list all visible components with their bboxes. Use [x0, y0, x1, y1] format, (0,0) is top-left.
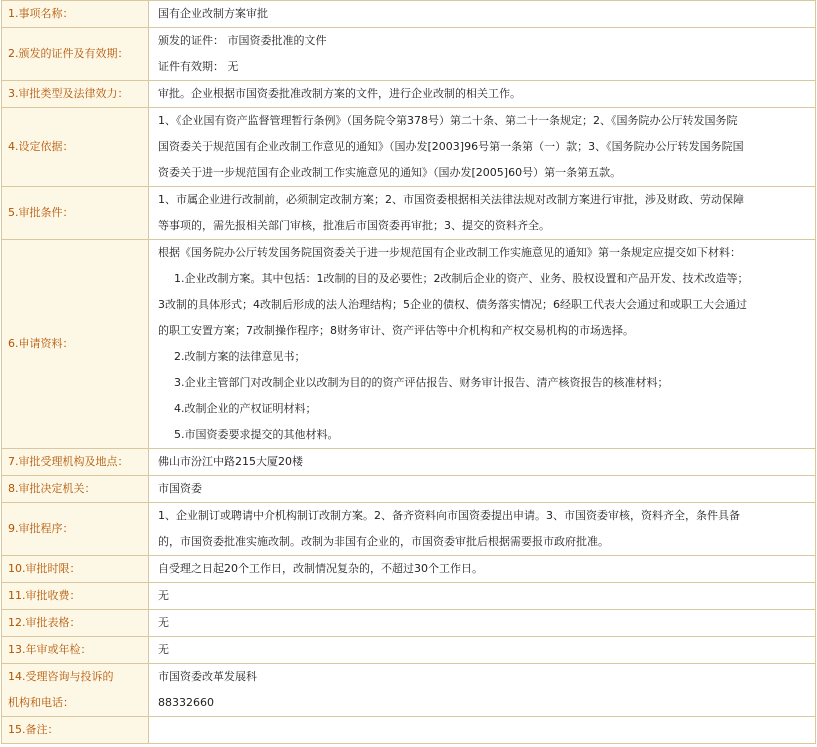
table-row [2, 717, 816, 744]
value-line: 1、市属企业进行改制前，必须制定改制方案；2、市国资委根据相关法律法规对改制方案进行审批，涉及财政、劳动保障 [158, 193, 744, 206]
value-line: 3.企业主管部门对改制企业以改制为目的的资产评估报告、财务审计报告、清产核资报告的核准材料； [174, 376, 669, 389]
row-value [149, 503, 816, 556]
row-label: 2.颁发的证件及有效期： [2, 28, 149, 81]
value-line: 国有企业改制方案审批 [158, 7, 268, 20]
value-line: 无 [158, 616, 169, 629]
table-row [2, 583, 816, 610]
table-row [2, 610, 816, 637]
table-row [2, 664, 816, 717]
row-label: 5.审批条件： [2, 187, 149, 240]
table-row [2, 449, 816, 476]
table-row [2, 28, 816, 81]
value-line [158, 717, 811, 743]
value-line: 无 [158, 643, 169, 656]
value-line: 1、企业制订或聘请中介机构制订改制方案。2、备齐资料向市国资委提出申请。3、市国资委审核，资料齐全，条件具备 [158, 509, 740, 522]
row-value [149, 637, 816, 664]
row-value [149, 187, 816, 240]
value-line: 市国资委改革发展科 [158, 670, 257, 683]
row-value [149, 664, 816, 717]
value-line: 1、《企业国有资产监督管理暂行条例》（国务院令第378号）第二十条、第二十一条规定；2、《国务院办公厅转发国务院 [158, 114, 738, 127]
row-label: 12.审批表格： [2, 610, 149, 637]
table-body [2, 1, 816, 744]
row-value [149, 449, 816, 476]
value-line: 4.改制企业的产权证明材料； [174, 402, 317, 415]
table-row [2, 108, 816, 187]
value-line: 颁发的证件： 市国资委批准的文件 [158, 34, 327, 47]
row-value [149, 610, 816, 637]
row-value [149, 240, 816, 449]
row-label: 3.审批类型及法律效力： [2, 81, 149, 108]
row-value [149, 81, 816, 108]
table-row [2, 81, 816, 108]
value-line: 2.改制方案的法律意见书； [174, 350, 306, 363]
row-value [149, 476, 816, 503]
value-line: 审批。企业根据市国资委批准改制方案的文件，进行企业改制的相关工作。 [158, 87, 521, 100]
row-label [2, 664, 149, 717]
value-line: 无 [158, 589, 169, 602]
value-line: 的，市国资委批准实施改制。改制为非国有企业的，市国资委审批后根据需要报市政府批准。 [158, 535, 609, 548]
table-row [2, 637, 816, 664]
value-line: 证件有效期： 无 [158, 60, 239, 73]
row-label: 9.审批程序： [2, 503, 149, 556]
value-line: 5.市国资委要求提交的其他材料。 [174, 428, 339, 441]
row-label: 15.备注： [2, 717, 149, 744]
value-line: 自受理之日起20个工作日，改制情况复杂的，不超过30个工作日。 [158, 562, 483, 575]
row-label: 7.审批受理机构及地点： [2, 449, 149, 476]
row-value [149, 556, 816, 583]
value-line: 根据《国务院办公厅转发国务院国资委关于进一步规范国有企业改制工作实施意见的通知》第一条规定应提交如下材料： [158, 246, 741, 259]
value-line: 的职工安置方案；7改制操作程序；8财务审计、资产评估等中介机构和产权交易机构的市场选择。 [158, 324, 634, 337]
row-value [149, 583, 816, 610]
value-line: 国资委关于规范国有企业改制工作意见的通知》（国办发[2003]96号第一条第（一）款；3、《国务院办公厅转发国务院国 [158, 140, 744, 153]
value-line: 3改制的具体形式；4改制后形成的法人治理结构；5企业的债权、债务落实情况；6经职工代表大会通过和或职工大会通过 [158, 298, 747, 311]
label-line: 机构和电话： [8, 696, 74, 709]
row-label: 8.审批决定机关： [2, 476, 149, 503]
table-row [2, 476, 816, 503]
row-label: 1.事项名称： [2, 1, 149, 28]
value-line: 88332660 [158, 696, 214, 709]
row-value [149, 28, 816, 81]
value-line: 资委关于进一步规范国有企业改制工作实施意见的通知》（国办发[2005]60号）第一条第五款。 [158, 166, 622, 179]
row-label: 6.申请资料： [2, 240, 149, 449]
row-value [149, 1, 816, 28]
label-line: 14.受理咨询与投诉的 [8, 670, 114, 683]
value-line: 市国资委 [158, 482, 202, 495]
value-line: 佛山市汾江中路215大厦20楼 [158, 455, 303, 468]
table-row [2, 503, 816, 556]
table-row [2, 556, 816, 583]
table-row [2, 240, 816, 449]
table-row [2, 1, 816, 28]
row-label: 4.设定依据： [2, 108, 149, 187]
row-label: 11.审批收费： [2, 583, 149, 610]
row-label: 10.审批时限： [2, 556, 149, 583]
row-value [149, 717, 816, 744]
row-label: 13.年审或年检： [2, 637, 149, 664]
approval-info-table [1, 0, 816, 744]
value-line: 1.企业改制方案。其中包括：1改制的目的及必要性；2改制后企业的资产、业务、股权设置和产品开发、技术改造等； [174, 272, 749, 285]
row-value [149, 108, 816, 187]
value-line: 等事项的，需先报相关部门审核，批准后市国资委再审批；3、提交的资料齐全。 [158, 219, 550, 232]
table-row [2, 187, 816, 240]
